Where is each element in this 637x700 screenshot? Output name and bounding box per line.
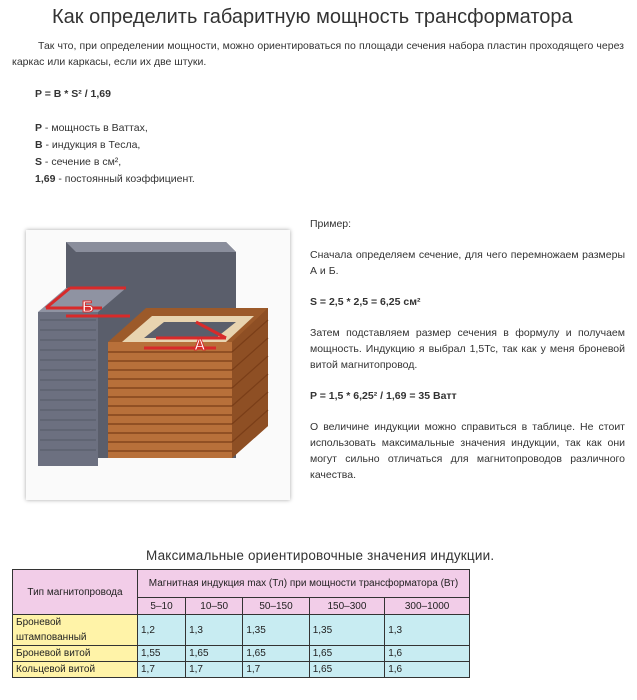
- table-cell: 1,7: [138, 662, 186, 678]
- dimension-label-b: Б: [82, 299, 94, 316]
- table-row: [13, 662, 470, 678]
- table-cell: 1,7: [243, 662, 309, 678]
- table-cell: 1,65: [309, 662, 385, 678]
- table-row-label: Броневой штампованный: [13, 615, 138, 646]
- table-cell: 1,65: [186, 646, 243, 662]
- dimension-label-a: А: [194, 337, 206, 354]
- transformer-illustration: [26, 230, 290, 500]
- result-formula: P = 1,5 * 6,25² / 1,69 = 35 Ватт: [310, 390, 457, 402]
- intro-paragraph: Так что, при определении мощности, можно ориентироваться по площади сечения набора пластин проходящего через каркас или каркасы, если их две штуки.: [12, 40, 624, 68]
- table-column-header: 50–150: [243, 598, 309, 615]
- table-column-header: 300–1000: [385, 598, 470, 615]
- power-formula: P = B * S² / 1,69: [35, 88, 111, 100]
- table-cell: 1,7: [186, 662, 243, 678]
- example-label: Пример:: [310, 218, 352, 230]
- example-paragraph: О величине индукции можно справиться в таблице. Не стоит использовать максимальные значения индукции, так как они могут сильно отличаться для магнитопроводов различного качества.: [310, 421, 625, 481]
- example-paragraph: Сначала определяем сечение, для чего перемножаем размеры А и Б.: [310, 249, 625, 277]
- induction-table: [12, 569, 470, 678]
- table-cell: 1,65: [309, 646, 385, 662]
- table-cell: 1,6: [385, 662, 470, 678]
- table-cell: 1,55: [138, 646, 186, 662]
- legend-item: B - индукция в Тесла,: [35, 139, 141, 151]
- legend-item: P - мощность в Ваттах,: [35, 122, 148, 134]
- transformer-drawing: [26, 230, 290, 500]
- table-header-type: Тип магнитопровода: [13, 570, 138, 615]
- table-row: [13, 646, 470, 662]
- page-title: Как определить габаритную мощность трансформатора: [52, 6, 573, 28]
- table-column-header: 150–300: [309, 598, 385, 615]
- table-cell: 1,6: [385, 646, 470, 662]
- table-title: Максимальные ориентировочные значения индукции.: [146, 548, 495, 563]
- table-header-main: Магнитная индукция max (Тл) при мощности трансформатора (Вт): [138, 570, 470, 598]
- table-column-header: 10–50: [186, 598, 243, 615]
- table-row: [13, 615, 470, 646]
- table-cell: 1,3: [385, 615, 470, 646]
- table-cell: 1,35: [309, 615, 385, 646]
- example-paragraph: Затем подставляем размер сечения в формулу и получаем мощность. Индукцию я выбрал 1,5Тс, так как у меня броневой витой магнитопровод.: [310, 327, 625, 371]
- table-row-label: Броневой витой: [13, 646, 138, 662]
- legend-item: S - сечение в см²,: [35, 156, 122, 168]
- table-column-header: 5–10: [138, 598, 186, 615]
- table-cell: 1,2: [138, 615, 186, 646]
- example-block: [310, 216, 625, 483]
- table-cell: 1,65: [243, 646, 309, 662]
- legend-item: 1,69 - постоянный коэффициент.: [35, 173, 195, 185]
- table-cell: 1,35: [243, 615, 309, 646]
- table-cell: 1,3: [186, 615, 243, 646]
- formula-legend: [35, 120, 195, 188]
- section-formula: S = 2,5 * 2,5 = 6,25 см²: [310, 296, 421, 308]
- table-row-label: Кольцевой витой: [13, 662, 138, 678]
